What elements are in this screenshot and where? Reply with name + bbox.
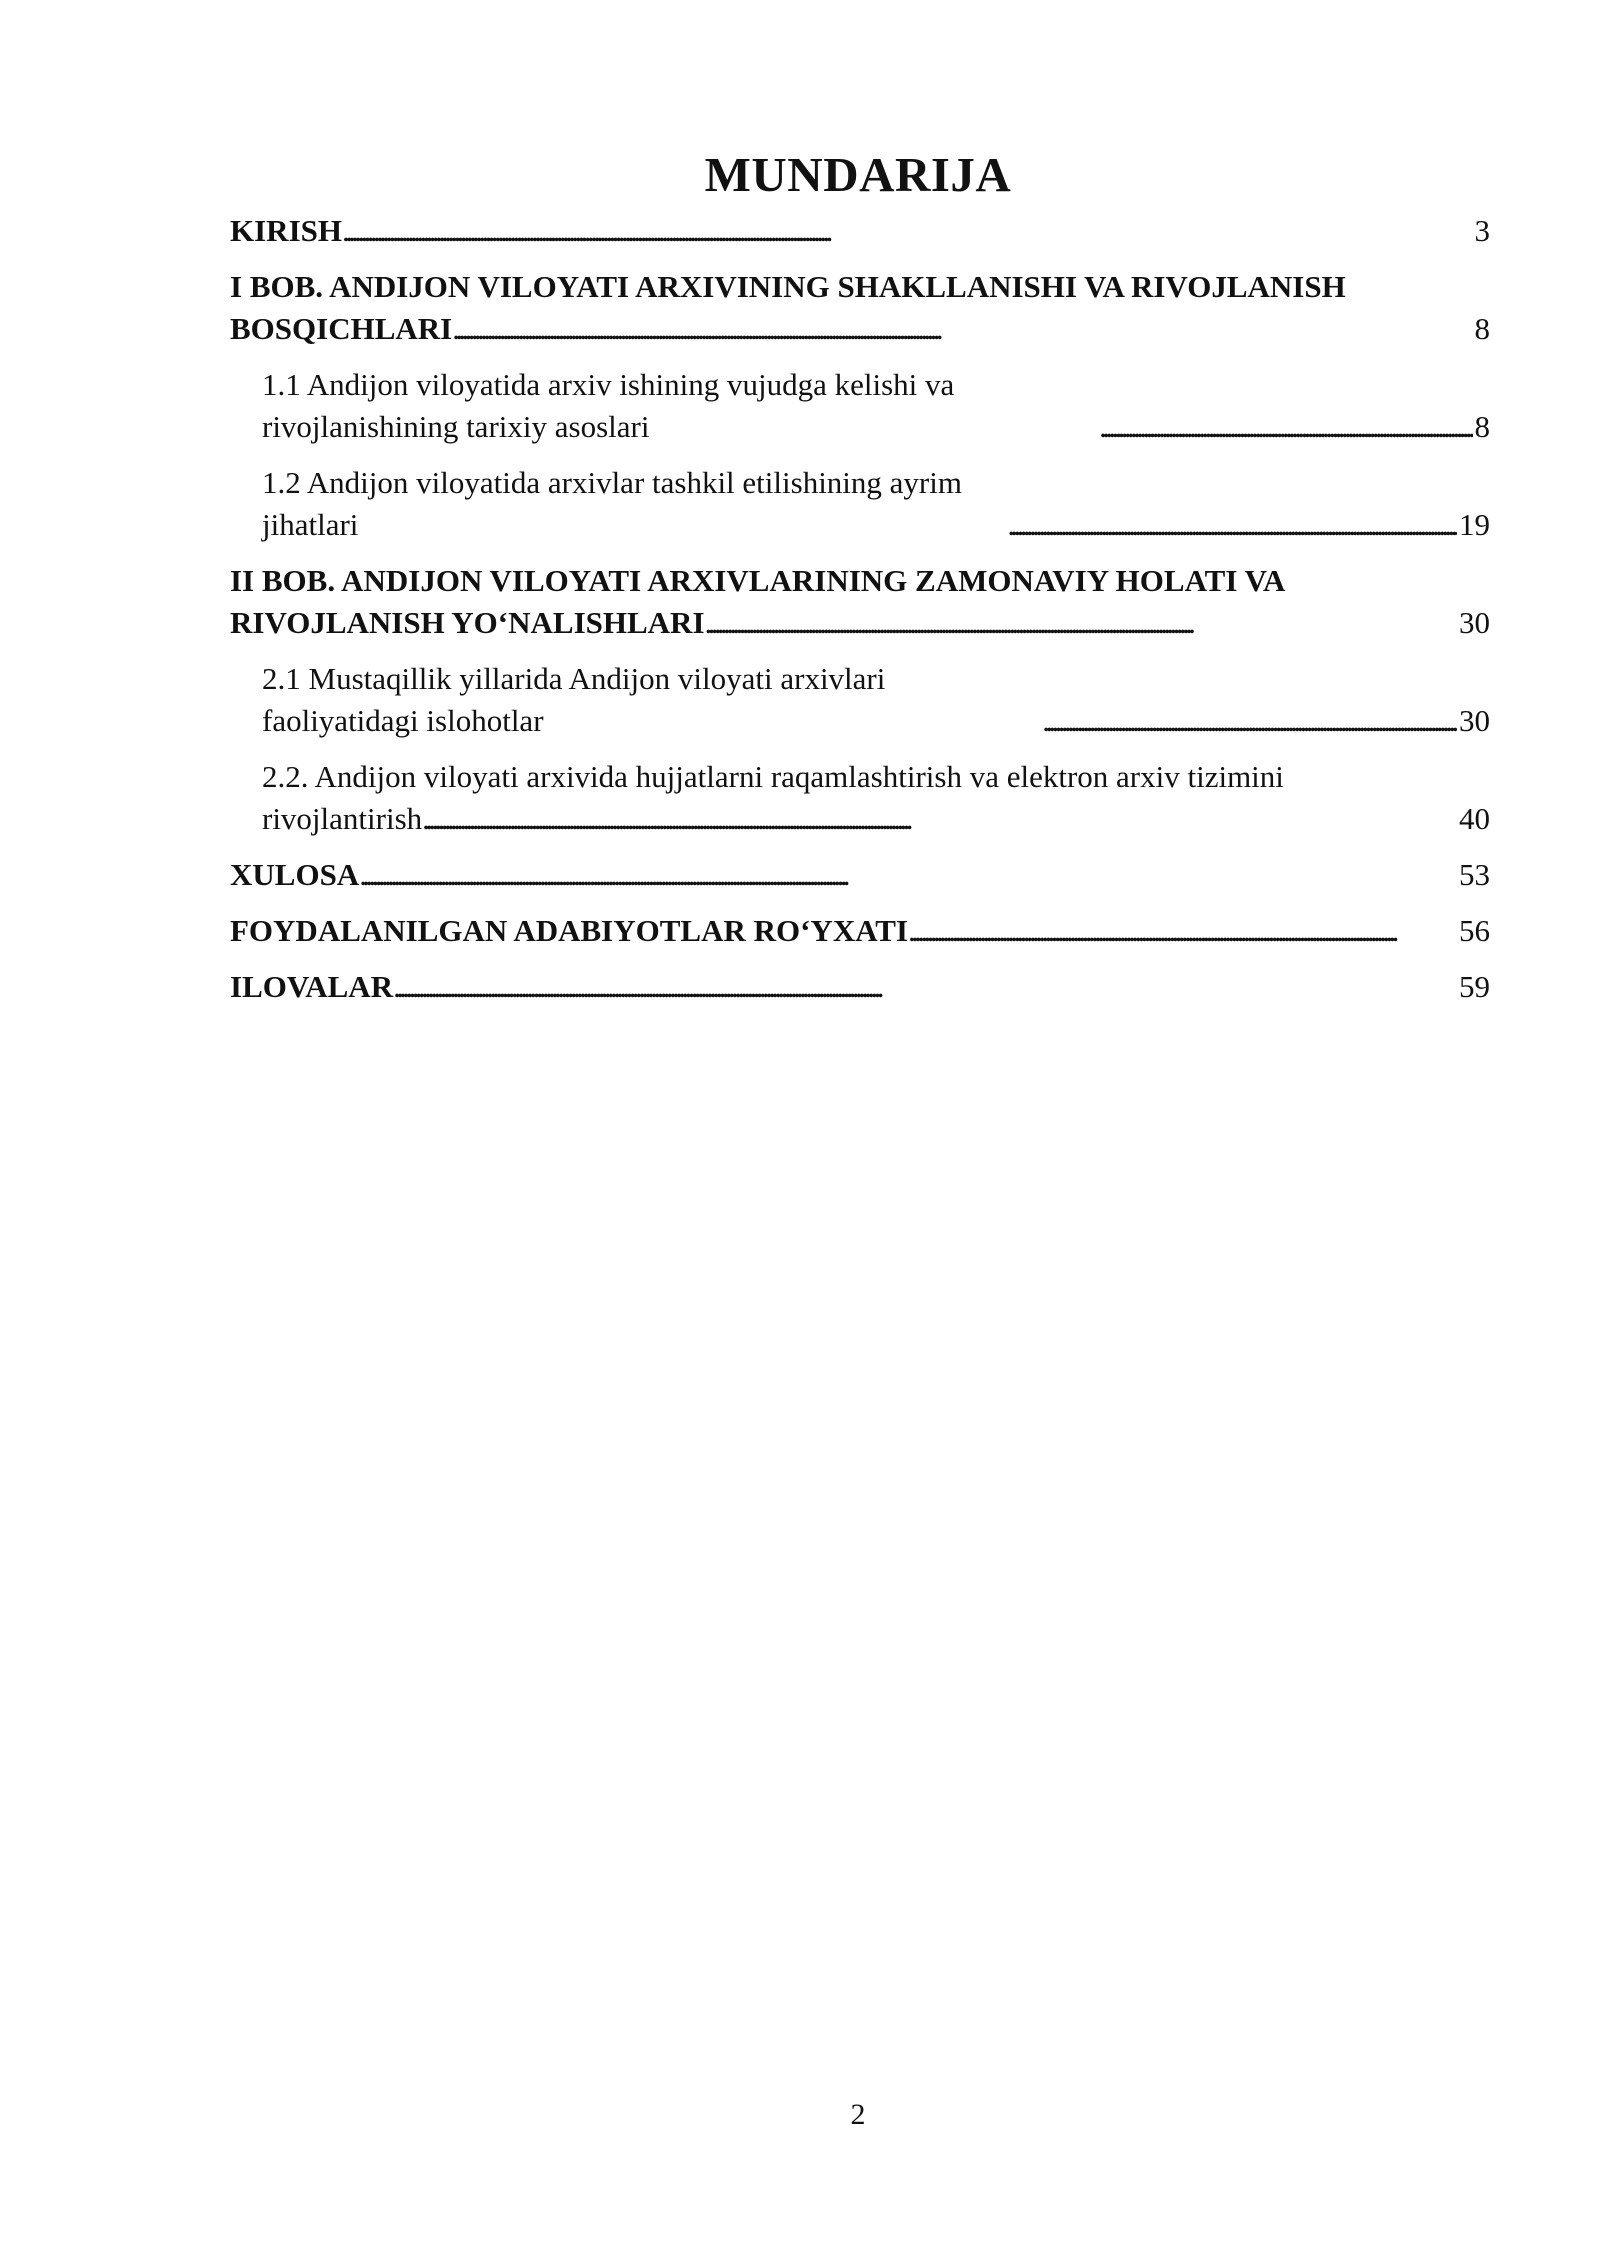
- toc-entry-kirish[interactable]: [230, 210, 1490, 252]
- toc-entry-section-2-1[interactable]: [230, 658, 1490, 742]
- toc-entry-page: 40: [1459, 801, 1490, 836]
- toc-entry-page: 53: [1459, 857, 1490, 892]
- toc-entry-text: XULOSA: [230, 857, 360, 892]
- dot-leader: [393, 966, 1457, 1008]
- toc-entry-text: 1.2 Andijon viloyatida arxivlar tashkil etilishining ayrim jihatlari: [262, 465, 962, 542]
- toc-entry-ilovalar[interactable]: [230, 966, 1490, 1008]
- dot-leader: [1099, 406, 1472, 448]
- dot-leader: [705, 602, 1457, 644]
- toc-entry-page: 3: [1474, 213, 1490, 248]
- toc-entry-text: 1.1 Andijon viloyatida arxiv ishining vujudga kelishi va rivojlanishining tarixiy asoslari: [262, 367, 955, 444]
- toc-entry-text-line2: BOSQICHLARI: [230, 311, 453, 346]
- page-number: 2: [850, 2098, 866, 2131]
- toc-entry-text: 2.1 Mustaqillik yillarida Andijon viloyati arxivlari faoliyatidagi islohotlar: [262, 661, 886, 738]
- toc-entry-section-1-1[interactable]: [230, 364, 1490, 448]
- toc-entry-bibliography[interactable]: [230, 910, 1490, 952]
- dot-leader: [422, 798, 1457, 840]
- toc-title: MUNDARIJA: [704, 147, 1012, 202]
- dot-leader: [359, 854, 1457, 896]
- toc-entry-text: FOYDALANILGAN ADABIYOTLAR RO‘YXATI: [230, 913, 909, 948]
- toc-entry-text-line1: 2.2. Andijon viloyati arxivida hujjatlarni raqamlashtirish va elektron arxiv tizimini: [262, 759, 1284, 794]
- toc-entry-page: 19: [1459, 507, 1490, 542]
- toc-entry-chapter-2[interactable]: [230, 560, 1490, 644]
- toc-entry-page: 8: [1474, 311, 1490, 346]
- toc-entry-section-2-2[interactable]: [230, 756, 1490, 840]
- dot-leader: [452, 308, 1472, 350]
- toc-entry-text: KIRISH: [230, 213, 342, 248]
- toc-entry-text-line2: rivojlantirish: [262, 801, 423, 836]
- toc-entry-page: 30: [1459, 605, 1490, 640]
- toc-entry-line2: [230, 308, 1490, 350]
- dot-leader: [1042, 700, 1457, 742]
- toc-entry-page: 56: [1459, 913, 1490, 948]
- dot-leader: [908, 910, 1457, 952]
- dot-leader: [1007, 504, 1457, 546]
- toc-entry-page: 59: [1459, 969, 1490, 1004]
- toc-entry-text-line1: I BOB. ANDIJON VILOYATI ARXIVINING SHAKLLANISHI VA RIVOJLANISH: [230, 269, 1346, 304]
- toc-entry-page: 30: [1459, 703, 1490, 738]
- toc-entry-text: ILOVALAR: [230, 969, 394, 1004]
- dot-leader: [342, 210, 1473, 252]
- toc-entry-line2: [262, 798, 1490, 840]
- toc-entry-xulosa[interactable]: [230, 854, 1490, 896]
- toc-entry-page: 8: [1474, 409, 1490, 444]
- toc-entry-text-line1: II BOB. ANDIJON VILOYATI ARXIVLARINING ZAMONAVIY HOLATI VA: [230, 563, 1286, 598]
- table-of-contents: [230, 210, 1490, 1008]
- toc-entry-line2: [230, 602, 1490, 644]
- toc-entry-chapter-1[interactable]: [230, 266, 1490, 350]
- toc-entry-section-1-2[interactable]: [230, 462, 1490, 546]
- toc-entry-text-line2: RIVOJLANISH YO‘NALISHLARI: [230, 605, 705, 640]
